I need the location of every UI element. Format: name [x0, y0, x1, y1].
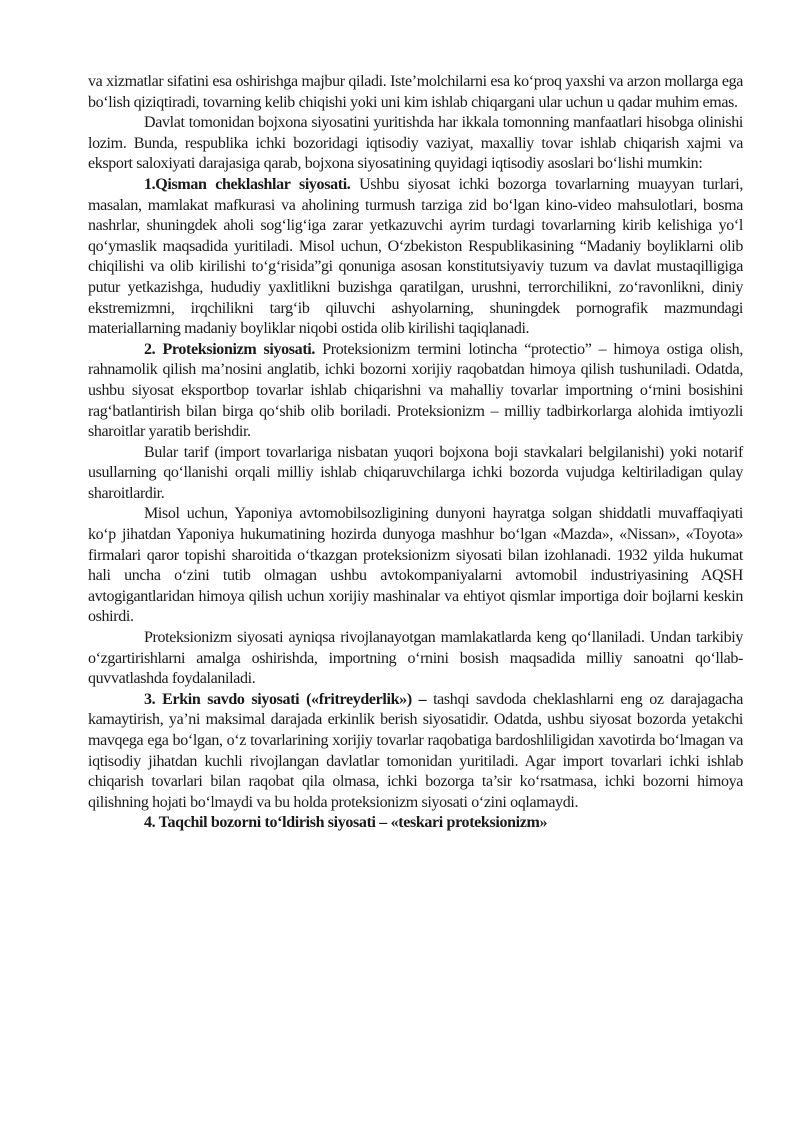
paragraph-text: Proteksionizm siyosati ayniqsa rivojlanayotgan mamlakatlarda keng qo‘llaniladi. Undan tarkibiy o‘zgartirishlarni amalga oshirishda, importning o‘rnini bosish maqsadida milliy sanoatni qo‘llab-quvvatlashda foydalaniladi.	[88, 629, 743, 688]
paragraph-text: va xizmatlar sifatini esa oshirishga majbur qiladi. Iste’molchilarni esa ko‘proq yaxshi va arzon mollarga ega bo‘lish qiziqtiradi, tovarning kelib chiqishi yoki uni kim ishlab chiqargani ular uchun u qadar muhim emas.	[88, 73, 743, 111]
paragraph-text: tashqi savdoda cheklashlarni eng oz darajagacha kamaytirish, ya’ni maksimal darajada erkinlik berish siyosatidir. Odatda, ushbu siyosat bozorda yetakchi mavqega ega bo‘lgan, o‘z tovarlarining xorijiy tovarlar raqobatiga bardoshliligidan xavotirda bo‘lmagan va iqtisodiy jihatdan kuchli rivojlangan davlatlar tomonidan yuritiladi. Agar import tovarlari ichki ishlab chiqarish tovarlari bilan raqobat qila olmasa, ichki bozorga ta’sir ko‘rsatmasa, ichki bozorni himoya qilishning hojati bo‘lmaydi va bu holda proteksionizm siyosati o‘zini oqlamaydi.	[88, 690, 743, 811]
paragraph-1	[88, 72, 743, 113]
section-heading-free-trade: 3. Erkin savdo siyosati («fritreyderlik») –	[144, 690, 427, 708]
paragraph-text: Bular tarif (import tovarlariga nisbatan yuqori bojxona boji stavkalari belgilanishi) yoki notarif usullarning qo‘llanishi orqali milliy ishlab chiqaruvchilarga ichki bozorda vujudga keltiriladigan qulay sharoitlardir.	[88, 443, 743, 502]
paragraph-6	[88, 504, 743, 628]
paragraph-text: Proteksionizm termini lotincha “protectio” – himoya ostiga olish, rahnamolik qilish ma’nosini anglatib, ichki bozorni xorijiy raqobatdan himoya qilish tushuniladi. Odatda, ushbu siyosat eksportbop tovarlar ishlab chiqarishni va mahalliy tovarlar importning o‘rnini bosishini rag‘batlantirish bilan birga qo‘shib olib boriladi. Proteksionizm – milliy tadbirkorlarga alohida imtiyozli sharoitlar yaratib berishdir.	[88, 340, 743, 441]
paragraph-text: Davlat tomonidan bojxona siyosatini yuritishda har ikkala tomonning manfaatlari hisobga olinishi lozim. Bunda, respublika ichki bozoridagi iqtisodiy vaziyat, maxalliy tovar ishlab chiqarish xajmi va eksport saloxiyati darajasiga qarab, bojxona siyosatining quyidagi iqtisodiy asoslari bo‘lishi mumkin:	[88, 114, 743, 173]
section-heading-deficit-market: 4. Taqchil bozorni to‘ldirish siyosati – «teskari proteksionizm»	[144, 814, 548, 832]
document-page	[88, 72, 743, 834]
paragraph-2	[88, 113, 743, 175]
section-heading-partial-restrictions: 1.Qisman cheklashlar siyosati.	[144, 175, 351, 193]
paragraph-text: Misol uchun, Yaponiya avtomobilsozligining dunyoni hayratga solgan shiddatli muvaffaqiyati ko‘p jihatdan Yaponiya hukumatining hozirda dunyoga mashhur bo‘lgan «Mazda», «Nissan», «Toyota» firmalari qaror topishi sharoitida o‘tkazgan proteksionizm siyosati bilan izohlanadi. 1932 yilda hukumat hali uncha o‘zini tutib olmagan ushbu avtokompaniyalarni avtomobil industriyasining AQSH avtogigantlaridan himoya qilish uchun xorijiy mashinalar va ehtiyot qismlar importiga doir bojlarni keskin oshirdi.	[88, 505, 743, 626]
section-heading-protectionism: 2. Proteksionizm siyosati.	[144, 340, 316, 358]
paragraph-7	[88, 628, 743, 690]
paragraph-deficit-market	[88, 813, 743, 834]
paragraph-5	[88, 443, 743, 505]
paragraph-partial-restrictions	[88, 175, 743, 340]
paragraph-free-trade	[88, 690, 743, 814]
paragraph-text: Ushbu siyosat ichki bozorga tovarlarning muayyan turlari, masalan, mamlakat mafkurasi va aholining turmush tarziga zid bo‘lgan kino-video mahsulotlari, bosma nashrlar, shuningdek aholi sog‘lig‘iga zarar yetkazuvchi ayrim turdagi tovarlarning kirib kelishiga yo‘l qo‘ymaslik maqsadida yuritiladi. Misol uchun, O‘zbekiston Respublikasining “Madaniy boyliklarni olib chiqilishi va olib kirilishi to‘g‘risida”gi qonuniga asosan konstitutsiyaviy tuzum va davlat mustaqilligiga putur yetkazishga, hududiy yaxlitlikni buzishga qaratilgan, urushni, terrorchilikni, zo‘ravonlikni, diniy ekstremizmni, irqchilikni targ‘ib qiluvchi ashyolarning, shuningdek pornografik mazmundagi materiallarning madaniy boyliklar niqobi ostida olib kirilishi taqiqlanadi.	[88, 175, 743, 338]
paragraph-protectionism	[88, 340, 743, 443]
